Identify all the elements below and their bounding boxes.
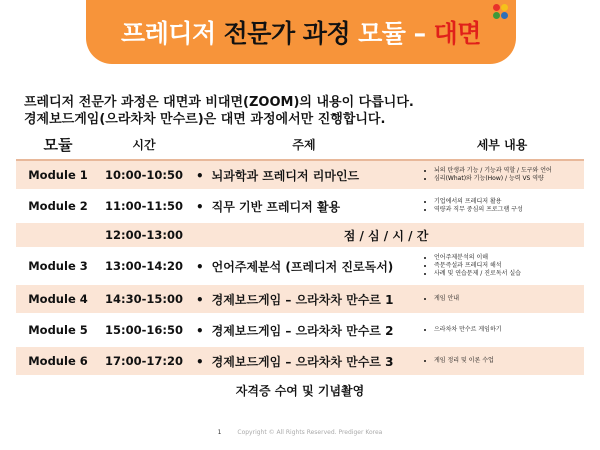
detail-item: • 즉문즉설과 프레디저 해석: [434, 262, 584, 270]
header-module: 모듈: [16, 130, 100, 160]
details-cell: [420, 190, 584, 222]
subject-text: 경제보드게임 – 으라차차 만수르 2: [211, 323, 394, 338]
intro-line-2: 경제보드게임(으라차차 만수르)은 대면 과정에서만 진행합니다.: [24, 112, 386, 127]
title-part-3: 모듈 –: [358, 19, 426, 48]
subject-text: 뇌과학과 프레디저 리마인드: [211, 168, 360, 183]
closing-label: 자격증 수여 및 기념촬영: [16, 376, 584, 404]
intro-text: [24, 94, 584, 128]
table-row: [16, 190, 584, 222]
detail-item: • 사례 및 연습문제 / 진로독서 실습: [434, 270, 584, 278]
table-row: [16, 314, 584, 346]
time-cell: 14:30-15:00: [100, 284, 188, 314]
subject-text: 경제보드게임 – 으라차차 만수르 1: [211, 292, 394, 307]
detail-item: • 역량과 직무 중심의 프로그램 구성: [434, 206, 584, 214]
detail-item: • 뇌의 탄생과 기능 / 기능과 역할 / 도구와 언어: [434, 167, 584, 175]
subject-cell: • 경제보드게임 – 으라차차 만수르 3: [188, 346, 420, 376]
details-cell: [420, 284, 584, 314]
time-cell: 15:00-16:50: [100, 314, 188, 346]
detail-item: • 게임 안내: [434, 295, 584, 303]
footer: [0, 429, 600, 436]
table-row: [16, 346, 584, 376]
detail-item: • 심리(What)와 기능(How) / 능력 VS 역량: [434, 175, 584, 183]
title-part-1: 프레디저: [121, 19, 216, 48]
title-part-2: 전문가 과정: [223, 19, 351, 48]
subject-cell: • 언어주제분석 (프레디저 진로독서): [188, 248, 420, 284]
subject-cell: • 직무 기반 프레디저 활용: [188, 190, 420, 222]
closing-row: [16, 376, 584, 404]
page-number: 1: [217, 429, 222, 436]
subject-cell: • 뇌과학과 프레디저 리마인드: [188, 160, 420, 190]
lunch-break-label: 점 / 심 / 시 / 간: [188, 222, 584, 248]
header-subject: 주제: [188, 130, 420, 160]
time-cell: 13:00-14:20: [100, 248, 188, 284]
module-cell: Module 2: [16, 190, 100, 222]
module-cell: Module 5: [16, 314, 100, 346]
module-cell: Module 1: [16, 160, 100, 190]
subject-text: 경제보드게임 – 으라차차 만수르 3: [211, 354, 394, 369]
subject-cell: • 경제보드게임 – 으라차차 만수르 1: [188, 284, 420, 314]
module-cell: Module 3: [16, 248, 100, 284]
title-part-4: 대면: [433, 19, 481, 48]
table-row: [16, 160, 584, 190]
schedule-table: [16, 130, 584, 405]
detail-item: • 게임 정리 및 이론 수업: [434, 357, 584, 365]
time-cell: 10:00-10:50: [100, 160, 188, 190]
detail-item: • 언어주제분석의 이해: [434, 254, 584, 262]
subject-cell: • 경제보드게임 – 으라차차 만수르 2: [188, 314, 420, 346]
time-cell: 12:00-13:00: [100, 222, 188, 248]
time-cell: 11:00-11:50: [100, 190, 188, 222]
subject-text: 언어주제분석 (프레디저 진로독서): [211, 259, 394, 274]
details-cell: [420, 160, 584, 190]
time-cell: 17:00-17:20: [100, 346, 188, 376]
details-cell: [420, 248, 584, 284]
intro-line-1: 프레디저 전문가 과정은 대면과 비대면(ZOOM)의 내용이 다릅니다.: [24, 95, 414, 110]
table-header-row: [16, 130, 584, 160]
table-row: [16, 284, 584, 314]
details-cell: [420, 346, 584, 376]
lunch-break-row: [16, 222, 584, 248]
header-details: 세부 내용: [420, 130, 584, 160]
detail-item: • 으라차차 만수르 게임하기: [434, 326, 584, 334]
details-cell: [420, 314, 584, 346]
subject-text: 직무 기반 프레디저 활용: [211, 199, 341, 214]
copyright-text: Copyright © All Rights Reserved. Prediger Korea: [237, 429, 383, 436]
table-row: [16, 248, 584, 284]
detail-item: • 기업에서의 프레디저 활용: [434, 198, 584, 206]
module-cell: Module 4: [16, 284, 100, 314]
header-time: 시간: [100, 130, 188, 160]
module-cell: Module 6: [16, 346, 100, 376]
brand-logo-icon: [493, 4, 509, 20]
page-title: [86, 0, 516, 64]
